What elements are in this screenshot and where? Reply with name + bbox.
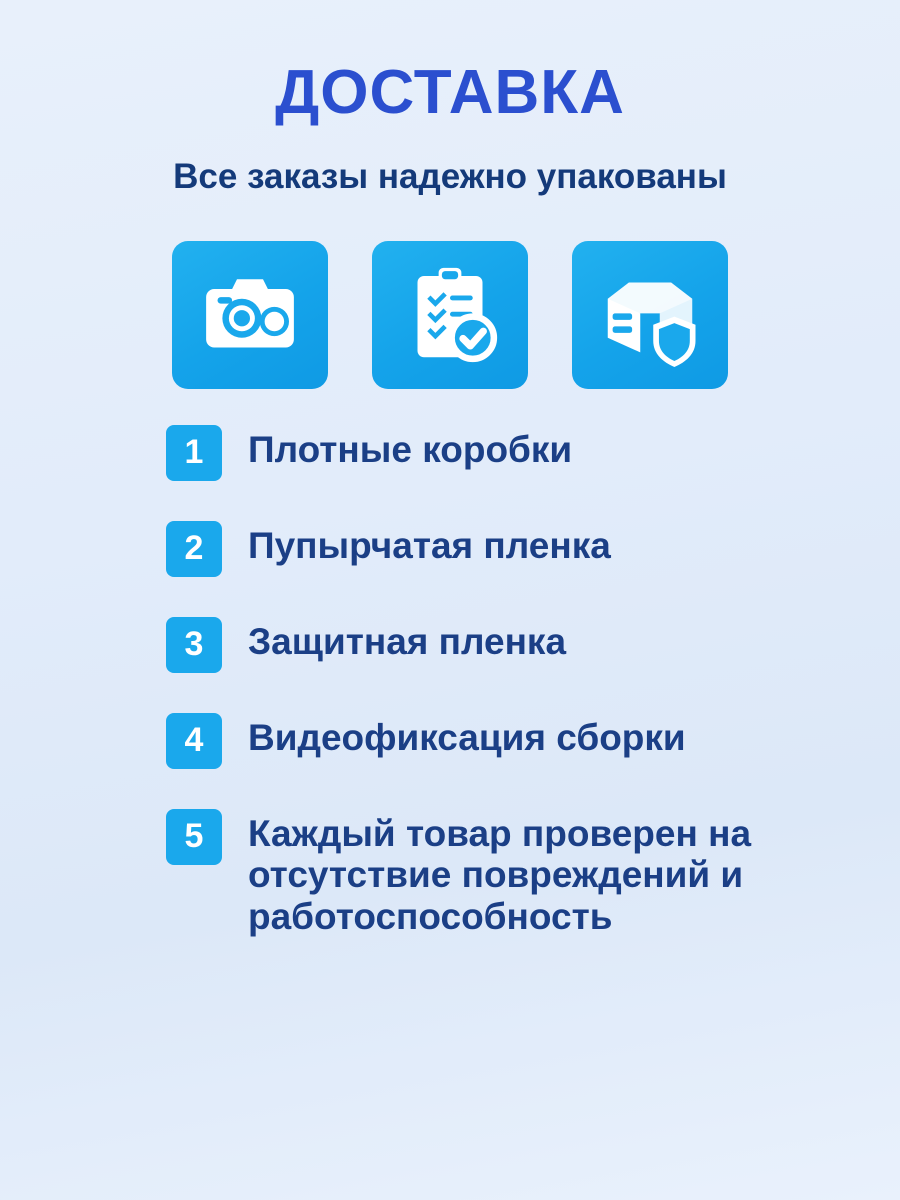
icon-tile-clipboard [372,241,528,389]
list-item-number: 2 [166,521,222,577]
camera-icon [198,263,302,367]
list-item-label: Видеофиксация сборки [248,716,686,758]
list-item [166,521,611,577]
list-item-number: 3 [166,617,222,673]
box-shield-icon [598,263,702,367]
list-item [166,713,686,769]
list-item-label: Плотные коробки [248,428,573,470]
list-item [166,617,566,673]
icon-tile-box [572,241,728,389]
list-item-number: 5 [166,809,222,865]
list-item-label: Пупырчатая пленка [248,524,611,566]
list-item-label: Защитная пленка [248,620,567,662]
list-item [166,425,572,481]
page-subtitle: Все заказы надежно упакованы [173,157,727,196]
features-list [70,425,830,938]
page-title: ДОСТАВКА [275,58,625,127]
list-item-number: 1 [166,425,222,481]
list-item-label: Каждый товар проверен на отсутствие повреждений и работоспособность [248,812,752,938]
list-item [166,809,830,938]
icon-row [172,241,728,389]
clipboard-check-icon [398,263,502,367]
icon-tile-camera [172,241,328,389]
list-item-number: 4 [166,713,222,769]
